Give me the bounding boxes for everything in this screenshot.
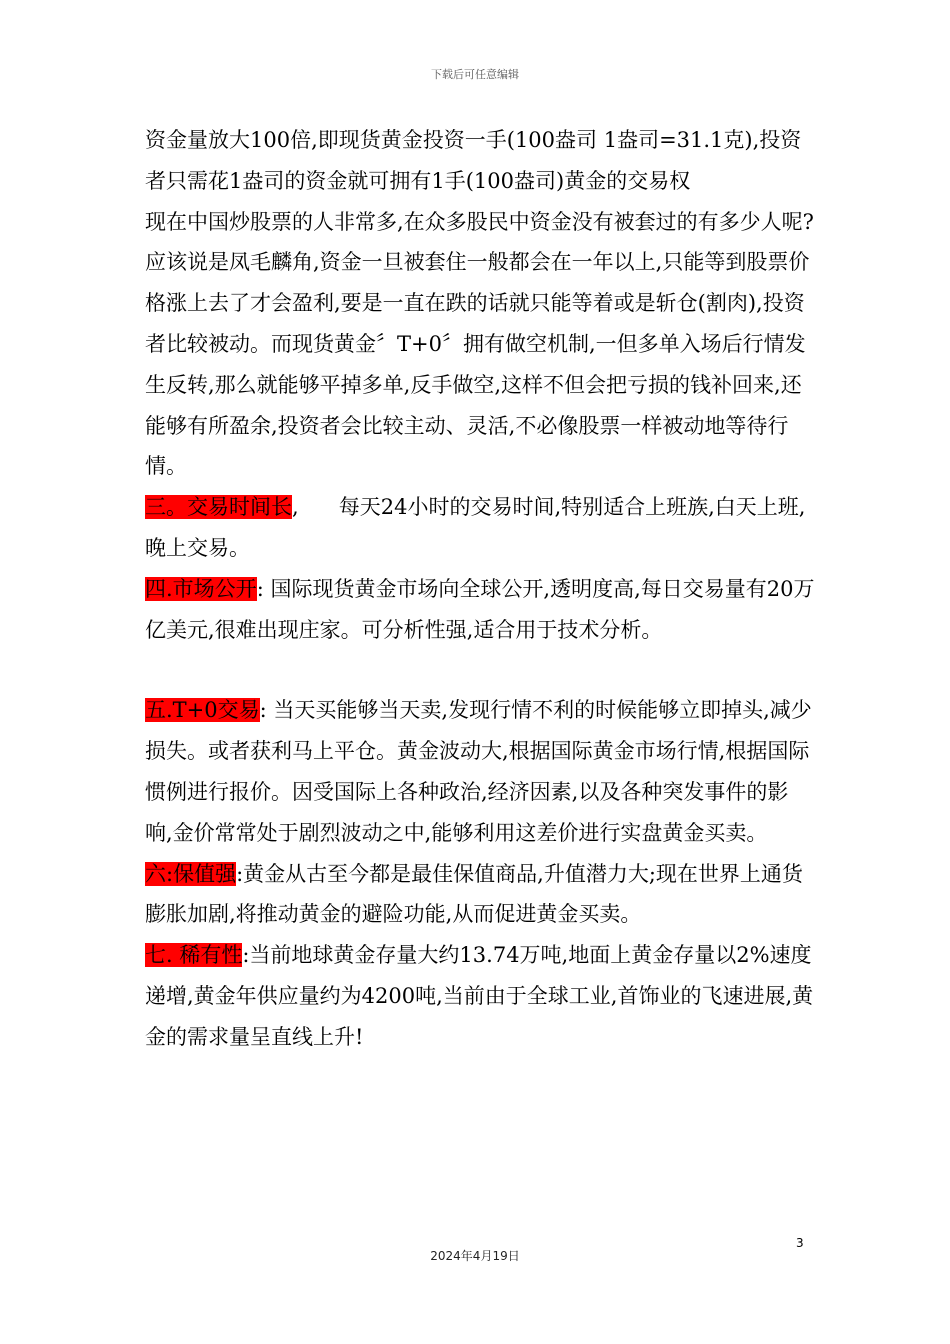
section-text: :当前地球黄金存量大约13.74万吨,地面上黄金存量以2%速度递增,黄金年供应量约为4200吨,当前由于全球工业,首饰业的飞速进展,黄金的需求量呈直线上升! <box>145 943 814 1049</box>
section-text: : 当天买能够当天卖,发现行情不利的时候能够立即掉头,减少损失。或者获利马上平仓。黄金波动大,根据国际黄金市场行情,根据国际惯例进行报价。因受国际上各种政治,经济因素,以及各种突发事件的影响,金价常常处于剧烈波动之中,能够利用这差价进行实盘黄金买卖。 <box>145 698 812 845</box>
section-trading-hours <box>145 487 815 569</box>
section-text: , 每天24小时的交易时间,特别适合上班族,白天上班,晚上交易。 <box>145 495 806 560</box>
section-value-preservation <box>145 854 815 936</box>
section-heading: 五.T+0交易 <box>145 698 260 723</box>
page-number: 3 <box>796 1236 804 1250</box>
page-footer-date: 2024年4月19日 <box>430 1249 520 1263</box>
section-heading: 四.市场公开 <box>145 576 257 601</box>
paragraph-two-way-trading: 现在中国炒股票的人非常多,在众多股民中资金没有被套过的有多少人呢?应该说是凤毛麟角,资金一旦被套住一般都会在一年以上,只能等到股票价格涨上去了才会盈利,要是一直在跌的话就只能等着或是斩仓(割肉),投资者比较被动。而现货黄金〞T+0〞拥有做空机制,一但多单入场后行情发生反转,那么就能够平掉多单,反手做空,这样不但会把亏损的钱补回来,还能够有所盈余,投资者会比较主动、灵活,不必像股票一样被动地等待行情。 <box>145 209 814 479</box>
paragraph-gap <box>145 650 815 690</box>
section-heading: 三。交易时间长 <box>145 495 292 520</box>
section-text: :黄金从古至今都是最佳保值商品,升值潜力大;现在世界上通货膨胀加剧,将推动黄金的避险功能,从而促进黄金买卖。 <box>145 861 803 927</box>
section-text: : 国际现货黄金市场向全球公开,透明度高,每日交易量有20万亿美元,很难出现庄家。可分析性强,适合用于技术分析。 <box>145 576 815 642</box>
section-open-market <box>145 569 815 651</box>
section-heading: 六:保值强 <box>145 861 237 886</box>
section-scarcity <box>145 935 815 1057</box>
section-heading: 七. 稀有性 <box>145 943 243 968</box>
document-body <box>145 120 815 1058</box>
paragraph-leverage: 资金量放大100倍,即现货黄金投资一手(100盎司 1盎司=31.1克),投资者只需花1盎司的资金就可拥有1手(100盎司)黄金的交易权 <box>145 128 802 193</box>
section-t-plus-zero <box>145 690 815 853</box>
page-header: 下载后可任意编辑 <box>431 68 519 81</box>
